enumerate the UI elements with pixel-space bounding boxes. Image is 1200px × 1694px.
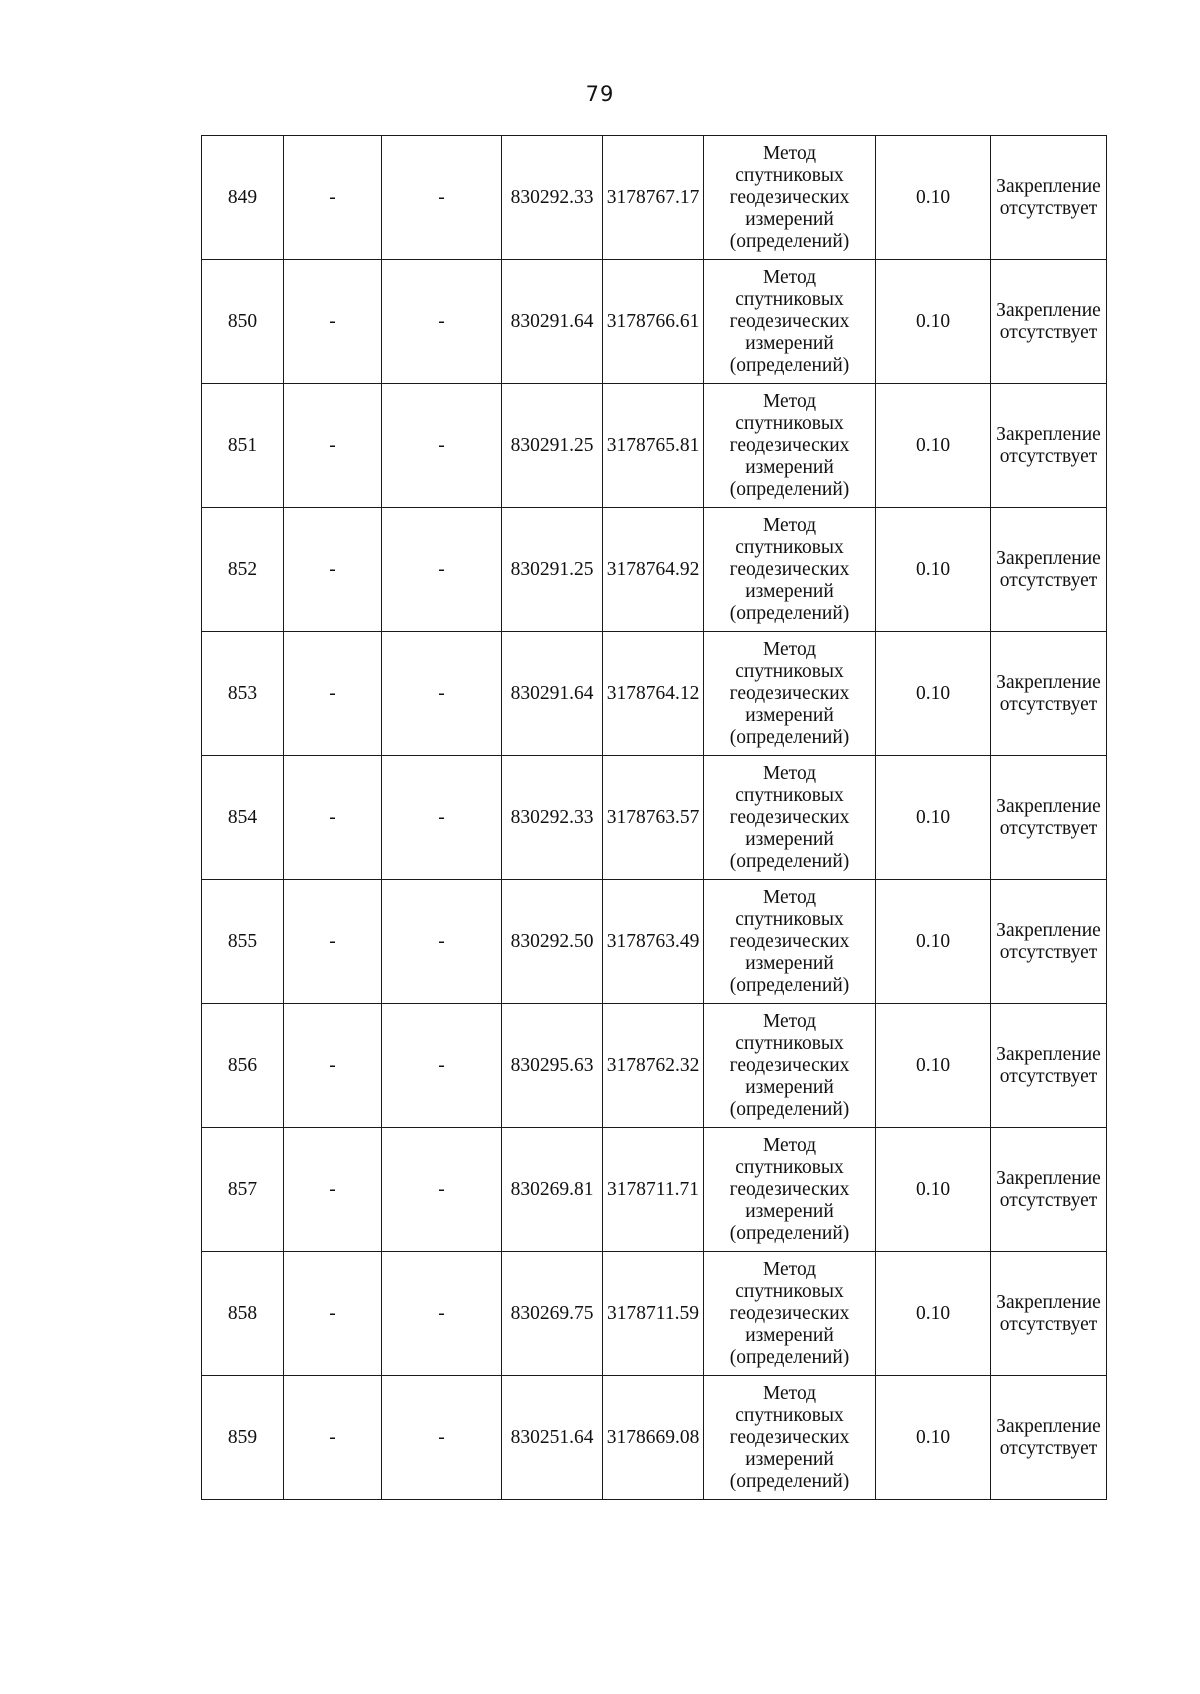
table-row	[202, 1376, 1107, 1500]
x-coordinate-cell: 830269.81	[502, 1128, 603, 1252]
point-number-cell: 857	[202, 1128, 284, 1252]
empty-dash-cell: -	[382, 260, 502, 384]
fixing-line: Закрепление	[996, 1415, 1101, 1437]
method-line: (определений)	[729, 1222, 850, 1244]
table-row	[202, 1252, 1107, 1376]
x-coordinate-cell: 830292.50	[502, 880, 603, 1004]
x-coordinate-cell: 830292.33	[502, 756, 603, 880]
fixing-cell	[991, 756, 1107, 880]
accuracy-cell: 0.10	[876, 1128, 991, 1252]
method-line: измерений	[745, 1324, 834, 1346]
table-row	[202, 136, 1107, 260]
method-line: измерений	[745, 208, 834, 230]
y-coordinate-cell: 3178766.61	[603, 260, 704, 384]
fixing-cell	[991, 1376, 1107, 1500]
point-number-cell: 856	[202, 1004, 284, 1128]
method-line: измерений	[745, 952, 834, 974]
empty-dash-cell: -	[382, 384, 502, 508]
table-row	[202, 1004, 1107, 1128]
method-line: Метод	[762, 638, 817, 660]
method-line: (определений)	[729, 1098, 850, 1120]
method-line: Метод	[762, 142, 817, 164]
table-row	[202, 880, 1107, 1004]
point-number-cell: 859	[202, 1376, 284, 1500]
method-line: измерений	[745, 1448, 834, 1470]
method-cell	[704, 756, 876, 880]
method-line: (определений)	[729, 478, 850, 500]
method-line: геодезических	[729, 806, 850, 828]
point-number-cell: 854	[202, 756, 284, 880]
fixing-line: отсутствует	[999, 321, 1098, 343]
empty-dash-cell: -	[284, 880, 382, 1004]
method-line: (определений)	[729, 726, 850, 748]
method-line: спутниковых	[735, 164, 844, 186]
method-line: спутниковых	[735, 784, 844, 806]
table-body	[202, 136, 1107, 1500]
point-number-cell: 853	[202, 632, 284, 756]
table-row	[202, 260, 1107, 384]
method-line: спутниковых	[735, 908, 844, 930]
method-line: Метод	[762, 1382, 817, 1404]
page-number: 79	[585, 82, 615, 106]
fixing-cell	[991, 508, 1107, 632]
method-line: измерений	[745, 1076, 834, 1098]
method-line: измерений	[745, 456, 834, 478]
accuracy-cell: 0.10	[876, 384, 991, 508]
method-cell	[704, 384, 876, 508]
method-line: геодезических	[729, 682, 850, 704]
method-line: Метод	[762, 514, 817, 536]
fixing-line: Закрепление	[996, 795, 1101, 817]
method-line: спутниковых	[735, 412, 844, 434]
method-line: спутниковых	[735, 1156, 844, 1178]
method-line: измерений	[745, 580, 834, 602]
method-cell	[704, 1376, 876, 1500]
method-line: геодезических	[729, 558, 850, 580]
method-line: геодезических	[729, 186, 850, 208]
empty-dash-cell: -	[284, 136, 382, 260]
empty-dash-cell: -	[382, 136, 502, 260]
fixing-line: Закрепление	[996, 1167, 1101, 1189]
fixing-cell	[991, 1252, 1107, 1376]
accuracy-cell: 0.10	[876, 632, 991, 756]
accuracy-cell: 0.10	[876, 756, 991, 880]
fixing-line: Закрепление	[996, 175, 1101, 197]
x-coordinate-cell: 830269.75	[502, 1252, 603, 1376]
method-line: измерений	[745, 828, 834, 850]
fixing-line: Закрепление	[996, 423, 1101, 445]
coordinates-table	[201, 135, 1107, 1500]
method-line: измерений	[745, 332, 834, 354]
y-coordinate-cell: 3178764.92	[603, 508, 704, 632]
fixing-line: Закрепление	[996, 299, 1101, 321]
fixing-line: отсутствует	[999, 1065, 1098, 1087]
empty-dash-cell: -	[284, 1252, 382, 1376]
accuracy-cell: 0.10	[876, 136, 991, 260]
y-coordinate-cell: 3178762.32	[603, 1004, 704, 1128]
y-coordinate-cell: 3178765.81	[603, 384, 704, 508]
point-number-cell: 850	[202, 260, 284, 384]
method-cell	[704, 1004, 876, 1128]
table-row	[202, 756, 1107, 880]
method-cell	[704, 1252, 876, 1376]
method-line: измерений	[745, 704, 834, 726]
method-line: геодезических	[729, 1426, 850, 1448]
method-line: (определений)	[729, 974, 850, 996]
fixing-line: Закрепление	[996, 1043, 1101, 1065]
method-cell	[704, 880, 876, 1004]
method-line: спутниковых	[735, 660, 844, 682]
y-coordinate-cell: 3178763.57	[603, 756, 704, 880]
method-line: Метод	[762, 266, 817, 288]
empty-dash-cell: -	[284, 508, 382, 632]
method-line: Метод	[762, 1134, 817, 1156]
fixing-line: отсутствует	[999, 1313, 1098, 1335]
method-line: спутниковых	[735, 288, 844, 310]
y-coordinate-cell: 3178764.12	[603, 632, 704, 756]
fixing-line: отсутствует	[999, 1189, 1098, 1211]
point-number-cell: 852	[202, 508, 284, 632]
fixing-cell	[991, 1004, 1107, 1128]
method-line: Метод	[762, 1258, 817, 1280]
x-coordinate-cell: 830292.33	[502, 136, 603, 260]
method-cell	[704, 632, 876, 756]
empty-dash-cell: -	[284, 1128, 382, 1252]
empty-dash-cell: -	[382, 632, 502, 756]
x-coordinate-cell: 830291.64	[502, 260, 603, 384]
method-line: Метод	[762, 886, 817, 908]
accuracy-cell: 0.10	[876, 260, 991, 384]
fixing-line: Закрепление	[996, 547, 1101, 569]
empty-dash-cell: -	[284, 1004, 382, 1128]
method-line: геодезических	[729, 1178, 850, 1200]
fixing-cell	[991, 632, 1107, 756]
fixing-line: отсутствует	[999, 941, 1098, 963]
method-cell	[704, 1128, 876, 1252]
method-line: (определений)	[729, 602, 850, 624]
method-cell	[704, 508, 876, 632]
y-coordinate-cell: 3178711.59	[603, 1252, 704, 1376]
fixing-line: отсутствует	[999, 197, 1098, 219]
method-line: спутниковых	[735, 1032, 844, 1054]
method-line: измерений	[745, 1200, 834, 1222]
fixing-cell	[991, 136, 1107, 260]
method-line: геодезических	[729, 1054, 850, 1076]
table-row	[202, 632, 1107, 756]
fixing-cell	[991, 260, 1107, 384]
method-line: спутниковых	[735, 536, 844, 558]
method-line: Метод	[762, 1010, 817, 1032]
table-row	[202, 1128, 1107, 1252]
x-coordinate-cell: 830291.25	[502, 508, 603, 632]
method-line: (определений)	[729, 230, 850, 252]
fixing-line: отсутствует	[999, 1437, 1098, 1459]
y-coordinate-cell: 3178763.49	[603, 880, 704, 1004]
method-line: (определений)	[729, 1346, 850, 1368]
fixing-line: отсутствует	[999, 569, 1098, 591]
accuracy-cell: 0.10	[876, 1376, 991, 1500]
fixing-line: Закрепление	[996, 671, 1101, 693]
method-line: спутниковых	[735, 1280, 844, 1302]
method-line: Метод	[762, 390, 817, 412]
fixing-line: отсутствует	[999, 445, 1098, 467]
point-number-cell: 855	[202, 880, 284, 1004]
method-line: (определений)	[729, 850, 850, 872]
table-row	[202, 508, 1107, 632]
fixing-line: Закрепление	[996, 919, 1101, 941]
empty-dash-cell: -	[284, 384, 382, 508]
fixing-cell	[991, 880, 1107, 1004]
point-number-cell: 851	[202, 384, 284, 508]
empty-dash-cell: -	[382, 1252, 502, 1376]
x-coordinate-cell: 830291.64	[502, 632, 603, 756]
x-coordinate-cell: 830251.64	[502, 1376, 603, 1500]
table-row	[202, 384, 1107, 508]
method-line: геодезических	[729, 930, 850, 952]
empty-dash-cell: -	[382, 1376, 502, 1500]
empty-dash-cell: -	[284, 260, 382, 384]
empty-dash-cell: -	[382, 1128, 502, 1252]
empty-dash-cell: -	[284, 756, 382, 880]
fixing-cell	[991, 384, 1107, 508]
fixing-line: отсутствует	[999, 693, 1098, 715]
y-coordinate-cell: 3178767.17	[603, 136, 704, 260]
fixing-line: Закрепление	[996, 1291, 1101, 1313]
y-coordinate-cell: 3178711.71	[603, 1128, 704, 1252]
empty-dash-cell: -	[382, 508, 502, 632]
x-coordinate-cell: 830295.63	[502, 1004, 603, 1128]
empty-dash-cell: -	[382, 1004, 502, 1128]
method-line: (определений)	[729, 354, 850, 376]
accuracy-cell: 0.10	[876, 880, 991, 1004]
accuracy-cell: 0.10	[876, 1252, 991, 1376]
point-number-cell: 858	[202, 1252, 284, 1376]
method-line: геодезических	[729, 434, 850, 456]
method-cell	[704, 260, 876, 384]
fixing-cell	[991, 1128, 1107, 1252]
point-number-cell: 849	[202, 136, 284, 260]
accuracy-cell: 0.10	[876, 508, 991, 632]
method-line: геодезических	[729, 310, 850, 332]
empty-dash-cell: -	[284, 1376, 382, 1500]
y-coordinate-cell: 3178669.08	[603, 1376, 704, 1500]
empty-dash-cell: -	[382, 880, 502, 1004]
empty-dash-cell: -	[382, 756, 502, 880]
fixing-line: отсутствует	[999, 817, 1098, 839]
accuracy-cell: 0.10	[876, 1004, 991, 1128]
method-line: (определений)	[729, 1470, 850, 1492]
method-line: Метод	[762, 762, 817, 784]
method-line: геодезических	[729, 1302, 850, 1324]
method-line: спутниковых	[735, 1404, 844, 1426]
x-coordinate-cell: 830291.25	[502, 384, 603, 508]
method-cell	[704, 136, 876, 260]
empty-dash-cell: -	[284, 632, 382, 756]
